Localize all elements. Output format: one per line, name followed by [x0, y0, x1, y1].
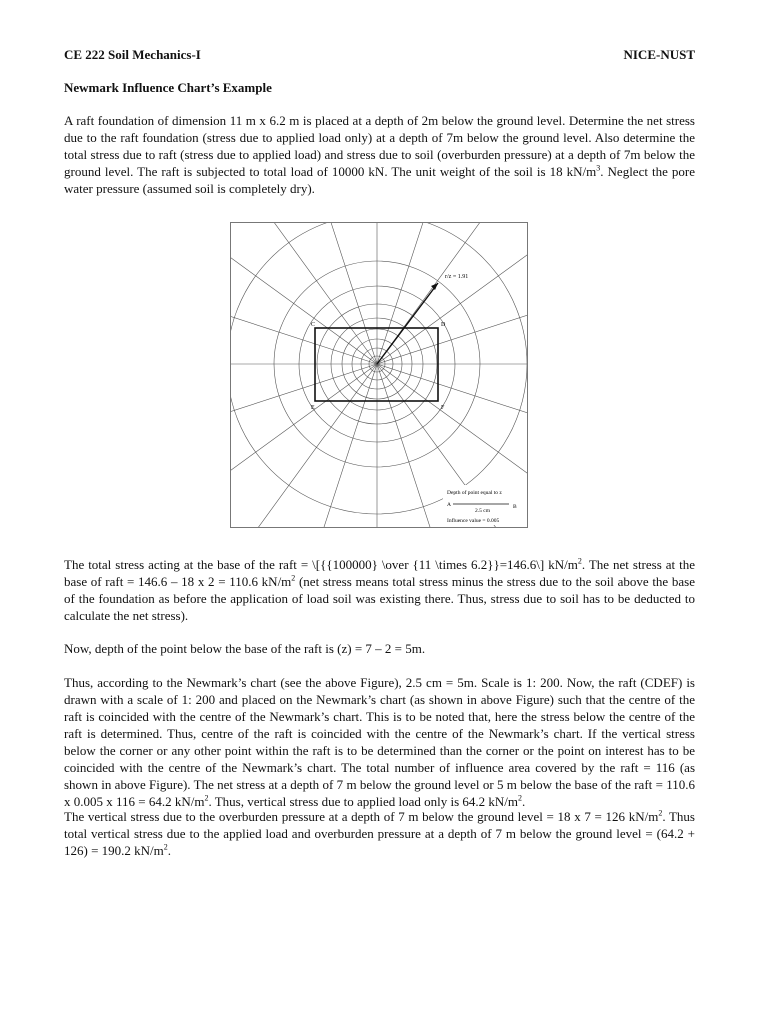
- depth-paragraph: Now, depth of the point below the base of the raft is (z) = 7 – 2 = 5m.: [64, 641, 426, 656]
- newmark-chart-figure: [230, 222, 528, 528]
- corner-d-label: D: [441, 322, 446, 328]
- point-b-label: B: [513, 504, 517, 510]
- corner-e-label: E: [311, 405, 315, 411]
- radial-line: [231, 296, 377, 364]
- course-title: CE 222 Soil Mechanics-I: [64, 47, 201, 62]
- problem-text: A raft foundation of dimension 11 m x 6.2 m is placed at a depth of 2m below the ground level. Determine the net stress due to the raft foundation (stress due to applied load only) at a depth of 7m below the ground level. Also determine the total stress due to raft (stress due to applied load) and stress due to soil (overburden pressure) at a depth of 7m below the ground level. The raft is subjected to total load of 10000 kN. The unit weight of the soil is 18 kN/m: [64, 113, 695, 179]
- page-header: [64, 47, 695, 63]
- unit-superscript: 2: [291, 573, 296, 583]
- problem-text-tail: . Neglect the pore water pressure (assumed soil is completely dry).: [64, 164, 696, 196]
- unit-superscript: 2: [518, 793, 523, 803]
- text: Thus, according to the Newmark’s chart (see the above Figure), 2.5 cm = 5m. Scale is 1: 200. Now, the raft (CDEF) is drawn with a scale of 1: 200 and placed on the Newmark’s chart (as shown in above Figure) such that the centre of the raft is coincided with the centre of the Newmark’s chart. This is to be noted that, here the stress below the centre of the raft is determined. Thus, centre of the raft is coincided with the centre of the Newmark’s chart. If the vertical stress below the corner or any other point within the raft is to be determined than the corner or the point on interest has to be coincided with the centre of the Newmark’s chart. The total number of influence area covered by the raft = 116 (as shown in above Figure). The net stress at a depth of 7 m below the ground level or 5 m below the base of the raft = 110.6 x 0.005 x 116 = 64.2 kN/m: [64, 675, 695, 809]
- text: . Thus total vertical stress due to the applied load and overburden pressure at a depth of 7 m below the ground level = (64.2 + 126) = 190.2 kN/m: [64, 809, 695, 858]
- radial-line: [231, 364, 377, 432]
- text: . The net stress at the base of raft = 146.6 – 18 x 2 = 110.6 kN/m: [64, 557, 695, 589]
- text: .: [167, 843, 172, 858]
- text: The total stress acting at the base of the raft = \[{{100000} \over {11 \times 6.2}}=146.6\] kN/m: [64, 557, 578, 572]
- arrow-head-icon: [431, 283, 438, 290]
- radial-line: [231, 364, 377, 493]
- problem-statement: [64, 112, 695, 197]
- unit-superscript: 2: [658, 808, 663, 818]
- radial-line: [231, 235, 377, 364]
- depth-legend: Depth of point equal to z: [447, 490, 502, 496]
- radial-lines: [231, 223, 527, 527]
- institution-name: NICE-NUST: [623, 47, 695, 62]
- newmark-procedure-paragraph: [64, 674, 695, 810]
- text: The vertical stress due to the overburden pressure at a depth of 7 m below the ground level = 18 x 7 = 126 kN/m: [64, 809, 659, 824]
- unit-superscript: 3: [596, 163, 601, 173]
- influence-circles: [231, 223, 527, 514]
- text: .: [522, 794, 526, 809]
- total-stress-paragraph: [64, 556, 695, 624]
- influence-circle: [231, 223, 527, 514]
- overburden-paragraph: [64, 808, 695, 859]
- radial-line: [377, 364, 527, 493]
- radial-line: [377, 235, 527, 364]
- corner-f-label: F: [441, 405, 445, 411]
- unit-superscript: 2: [577, 556, 582, 566]
- point-a-label: A: [447, 502, 451, 508]
- example-title: Newmark Influence Chart’s Example: [64, 80, 272, 95]
- text: (net stress means total stress minus the stress due to the soil above the base of the foundation as before the application of load soil was existing there. Thus, stress due to soil has to be deducted to calculate the net stress).: [64, 574, 695, 623]
- newmark-chart: [231, 223, 527, 527]
- rz-radius-arrow: [377, 283, 438, 364]
- text: . Thus, vertical stress due to applied load only is 64.2 kN/m: [208, 794, 519, 809]
- unit-superscript: 2: [163, 842, 168, 852]
- unit-superscript: 2: [204, 793, 209, 803]
- rz-label: r/z = 1.91: [445, 274, 469, 280]
- corner-c-label: C: [311, 322, 316, 328]
- influence-value-label: Influence value = 0.005: [447, 518, 500, 524]
- scale-label: 2.5 cm: [475, 508, 490, 514]
- radial-line: [248, 364, 377, 527]
